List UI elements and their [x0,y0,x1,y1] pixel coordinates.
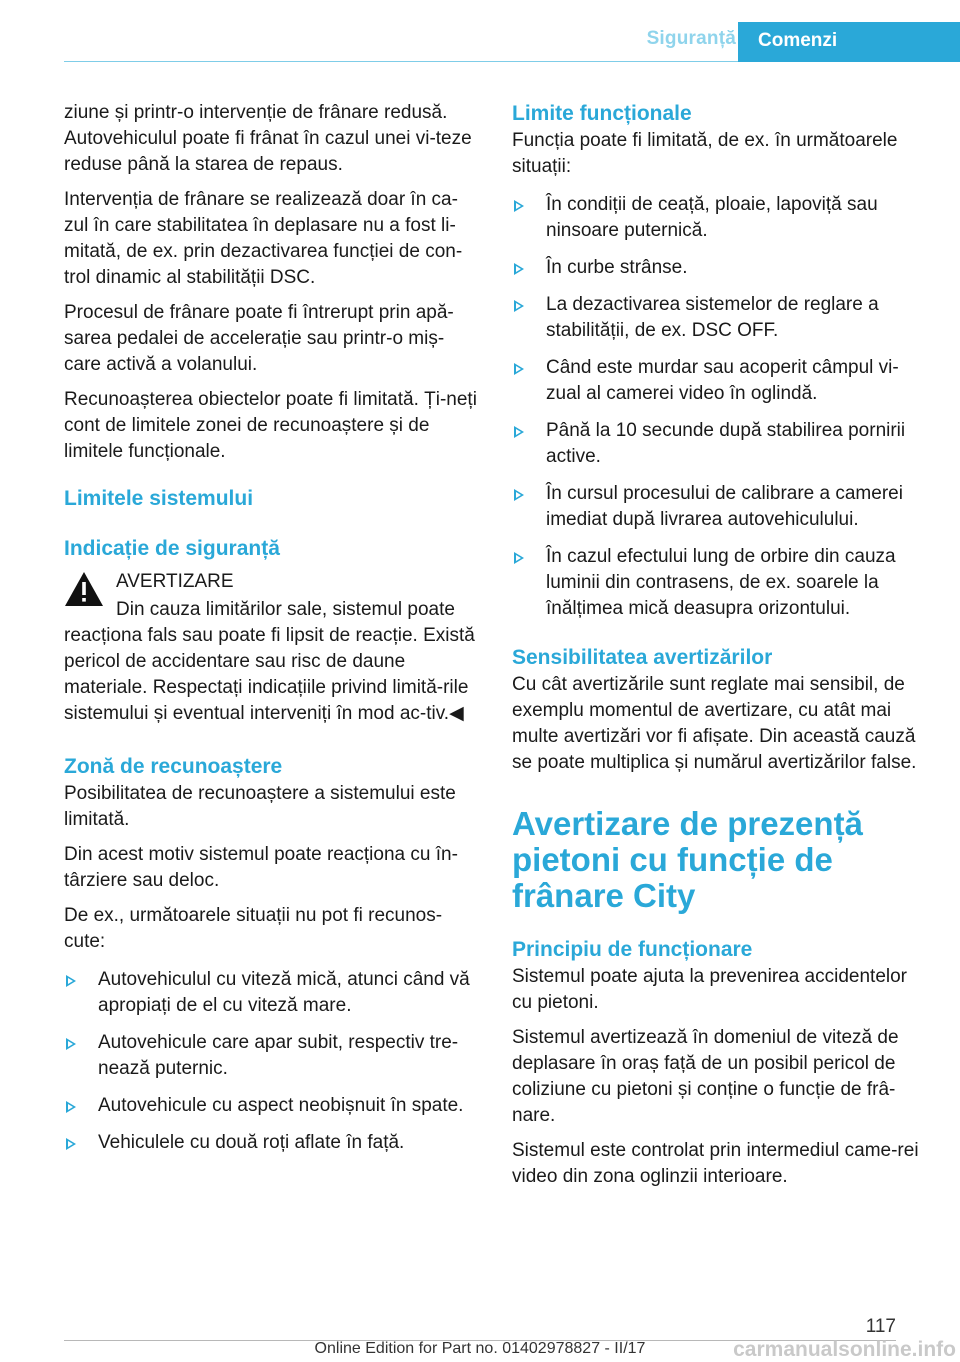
main-section-heading: Avertizare de prezență pietoni cu funcție de frânare City [512,805,863,914]
triangle-bullet-icon [514,363,524,375]
section-tab-safety[interactable]: Siguranță [646,28,736,49]
triangle-bullet-icon [66,975,76,987]
paragraph: Sistemul avertizează în domeniul de viteză de deplasare în oraș față de un posibil pericol de coliziune cu pietoni și conține o funcție de frâ‐nare. [512,1027,899,1126]
edition-line: Online Edition for Part no. 01402978827 - II/17 [314,1340,646,1357]
page-header [0,0,960,62]
list-item: Autovehicule cu aspect neobișnuit în spate. [64,1093,480,1119]
paragraph: De ex., următoarele situații nu pot fi recunos‐cute: [64,905,443,952]
safety-note-heading: Indicație de siguranță [64,537,280,560]
warning-triangle-icon [64,571,104,607]
triangle-bullet-icon [66,1038,76,1050]
warning-title: AVERTIZARE [116,571,234,592]
left-column [64,100,480,1167]
detection-list [64,967,480,1156]
triangle-bullet-icon [66,1138,76,1150]
paragraph: Funcția poate fi limitată, de ex. în următoarele situații: [512,130,898,177]
paragraph: ziune și printr-o intervenție de frânare redusă. Autovehiculul poate fi frânat în cazul unei vi‐teze reduse până la starea de repaus. [64,102,472,175]
list-item: În cursul procesului de calibrare a camerei imediat după livrarea autovehiculului. [512,481,928,533]
right-column [512,100,928,1199]
warning-text: reacționa fals sau poate fi lipsit de reacție. Există pericol de accidentare sau risc de daune materiale. Respectați indicațiile privind limită‐rile sistemului și eventual interveniți în mod ac‐tiv.◀ [64,625,475,724]
warning-text-first: Din cauza limitărilor sale, sistemul poate [116,599,455,620]
list-item: În cazul efectului lung de orbire din cauza luminii din contrasens, de ex. soarele la înălțimea mică deasupra orizontului. [512,544,928,622]
principle-heading: Principiu de funcționare [512,938,753,961]
detection-zone-heading: Zonă de recunoaștere [64,755,283,778]
sensitivity-heading: Sensibilitatea avertizărilor [512,646,773,669]
page-number: 117 [865,1316,896,1337]
paragraph: Posibilitatea de recunoaștere a sistemului este limitată. [64,783,456,830]
triangle-bullet-icon [514,200,524,212]
warning-block [64,569,480,727]
list-item: Până la 10 secunde după stabilirea pornirii active. [512,418,928,470]
triangle-bullet-icon [514,489,524,501]
list-item: Vehiculele cu două roți aflate în față. [64,1130,480,1156]
list-item: În curbe strânse. [512,255,928,281]
watermark: carmanualsonline.info [733,1338,956,1361]
paragraph: Sistemul poate ajuta la prevenirea accidentelor cu pietoni. [512,966,908,1013]
paragraph: Recunoașterea obiectelor poate fi limitată. Ți‐neți cont de limitele zonei de recunoaștere și de limitele funcționale. [64,389,477,462]
triangle-bullet-icon [66,1101,76,1113]
triangle-bullet-icon [514,263,524,275]
system-limits-heading: Limitele sistemului [64,487,254,510]
list-item: La dezactivarea sistemelor de reglare a stabilității, de ex. DSC OFF. [512,292,928,344]
paragraph: Intervenția de frânare se realizează doar în ca‐zul în care stabilitatea în deplasare nu a fost li‐mitată, de ex. prin dezactivarea funcției de con‐trol dinamic al stabilității DSC. [64,189,463,288]
list-item: Autovehicule care apar subit, respectiv tre‐nează puternic. [64,1030,480,1082]
functional-limits-heading: Limite funcționale [512,102,692,125]
triangle-bullet-icon [514,552,524,564]
list-item: În condiții de ceață, ploaie, lapoviță sau ninsoare puternică. [512,192,928,244]
paragraph: Sistemul este controlat prin intermediul came‐rei video din zona oglinzii interioare. [512,1140,919,1187]
list-item: Când este murdar sau acoperit câmpul vi‐zual al camerei video în oglindă. [512,355,928,407]
functional-limits-list [512,192,928,622]
paragraph: Procesul de frânare poate fi întrerupt prin apă‐sarea pedalei de accelerație sau printr-o miș‐care activă a volanului. [64,302,454,375]
triangle-bullet-icon [514,300,524,312]
list-item: Autovehiculul cu viteză mică, atunci când vă apropiați de el cu viteză mare. [64,967,480,1019]
triangle-bullet-icon [514,426,524,438]
section-tab-controls[interactable]: Comenzi [738,22,960,62]
paragraph: Din acest motiv sistemul poate reacționa cu în‐târziere sau deloc. [64,844,458,891]
paragraph: Cu cât avertizările sunt reglate mai sensibil, de exemplu momentul de avertizare, cu atât mai multe avertizări vor fi afișate. Din această cauză se poate multiplica și numărul avertizărilor false. [512,674,917,773]
